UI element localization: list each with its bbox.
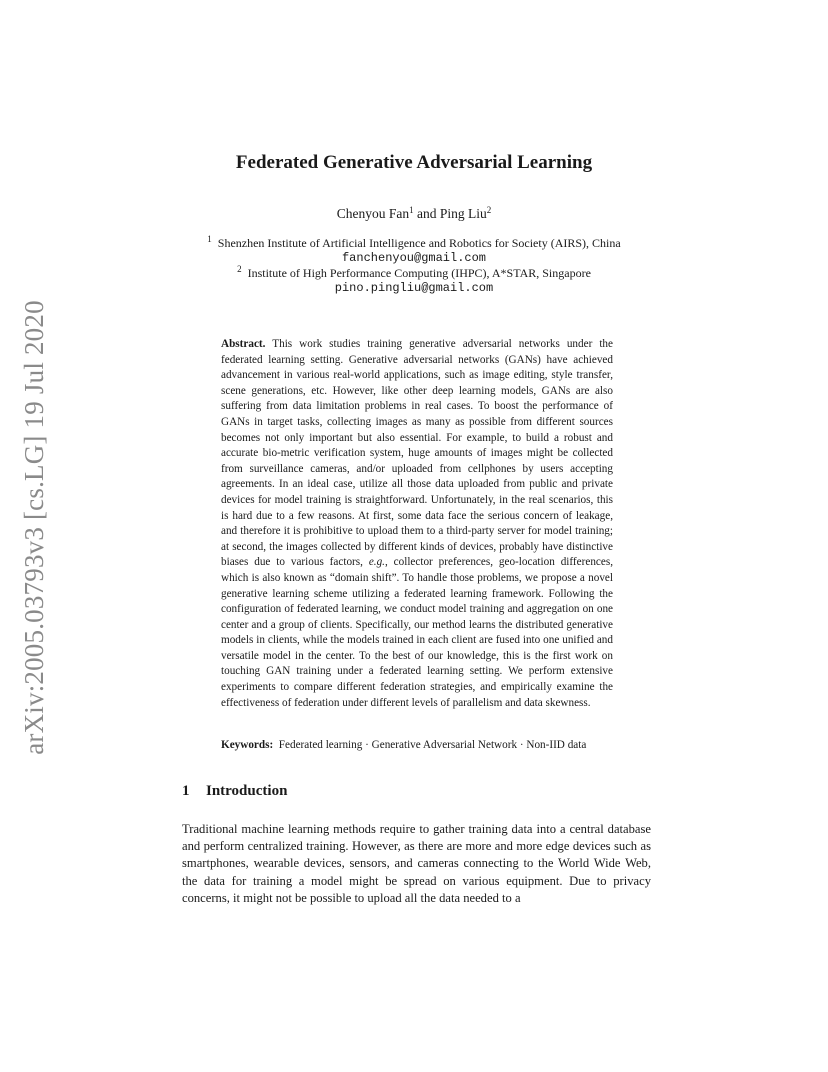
section-title: Introduction <box>206 783 288 799</box>
affiliation-mark: 2 <box>237 264 242 274</box>
affiliation-text: Shenzhen Institute of Artificial Intelligence and Robotics for Society (AIRS), China <box>217 236 621 250</box>
keywords <box>221 739 631 751</box>
paper-title: Federated Generative Adversarial Learning <box>235 152 593 173</box>
section-heading <box>182 783 287 800</box>
author-affiliation-mark: 2 <box>486 205 492 215</box>
author-line <box>0 205 828 222</box>
affiliation-line <box>0 234 828 251</box>
author-email: fanchenyou@gmail.com <box>341 251 487 265</box>
abstract-eg: e.g. <box>368 556 385 569</box>
affiliation-text: Institute of High Performance Computing (IHPC), A*STAR, Singapore <box>247 266 591 280</box>
abstract-label: Abstract. <box>221 338 266 350</box>
section-body: Traditional machine learning methods require to gather training data into a central database and perform centralized training. However, as there are more and more edge devices such as smartphones, wearable devices, sensors, and cameras connecting to the World Wide Web, the data for training a model might be spread on various equipment. Due to privacy concerns, it might not be possible to upload all the data needed to a <box>182 822 651 905</box>
keywords-text: Federated learning · Generative Adversarial Network · Non-IID data <box>278 739 587 751</box>
affiliation-mark: 1 <box>207 234 212 244</box>
author-affiliation-mark: 1 <box>409 205 414 215</box>
affiliation-line <box>0 264 828 281</box>
section-number: 1 <box>182 783 190 799</box>
arxiv-identifier-stamp <box>14 292 54 762</box>
arxiv-identifier-text: arXiv:2005.03793v3 [cs.LG] 19 Jul 2020 <box>18 299 49 755</box>
author-email: pino.pingliu@gmail.com <box>334 281 494 295</box>
keywords-label: Keywords: <box>221 739 274 751</box>
author-name: Ping Liu <box>439 206 487 221</box>
abstract-text-continued: , collector preferences, geo-location differences, which is also known as “domain shift”. To handle those problems, we propose a novel generative learning scheme utilizing a federated learning framework. Following the configuration of federated learning, we conduct model training and aggregation on one center and a group of clients. Specifically, our method learns the distributed generative models in clients, while the models trained in each client are fused into one unified and versatile model in the center. To the best of our knowledge, this is the first work on touching GAN training under a federated learning setting. We perform extensive experiments to compare different federation strategies, and empirically examine the effectiveness of federation under different levels of parallelism and data skewness. <box>221 556 613 709</box>
author-joiner: and <box>416 206 437 221</box>
author-name: Chenyou Fan <box>336 206 410 221</box>
abstract-text: This work studies training generative adversarial networks under the federated learning setting. Generative adversarial networks (GANs) have achieved advancement in various real-world applications, such as image editing, style transfer, scene generations, etc. However, like other deep learning models, GANs are also suffering from data limitation problems in real cases. To boost the performance of GANs in target tasks, collecting images as many as possible from different sources becomes not only important but also essential. For example, to build a robust and accurate bio-metric verification system, huge amounts of images might be collected from surveillance cameras, and/or uploaded from cellphones by users accepting agreements. In an ideal case, utilize all those data uploaded from public and private devices for model training is straightforward. Unfortunately, in the real scenarios, this is hard due to a few reasons. At first, some data face the serious concern of leakage, and therefore it is prohibitive to upload them to a third-party server for model training; at second, the images collected by different kinds of devices, probably have distinctive biases due to various factors, <box>221 338 613 569</box>
abstract <box>221 337 613 711</box>
